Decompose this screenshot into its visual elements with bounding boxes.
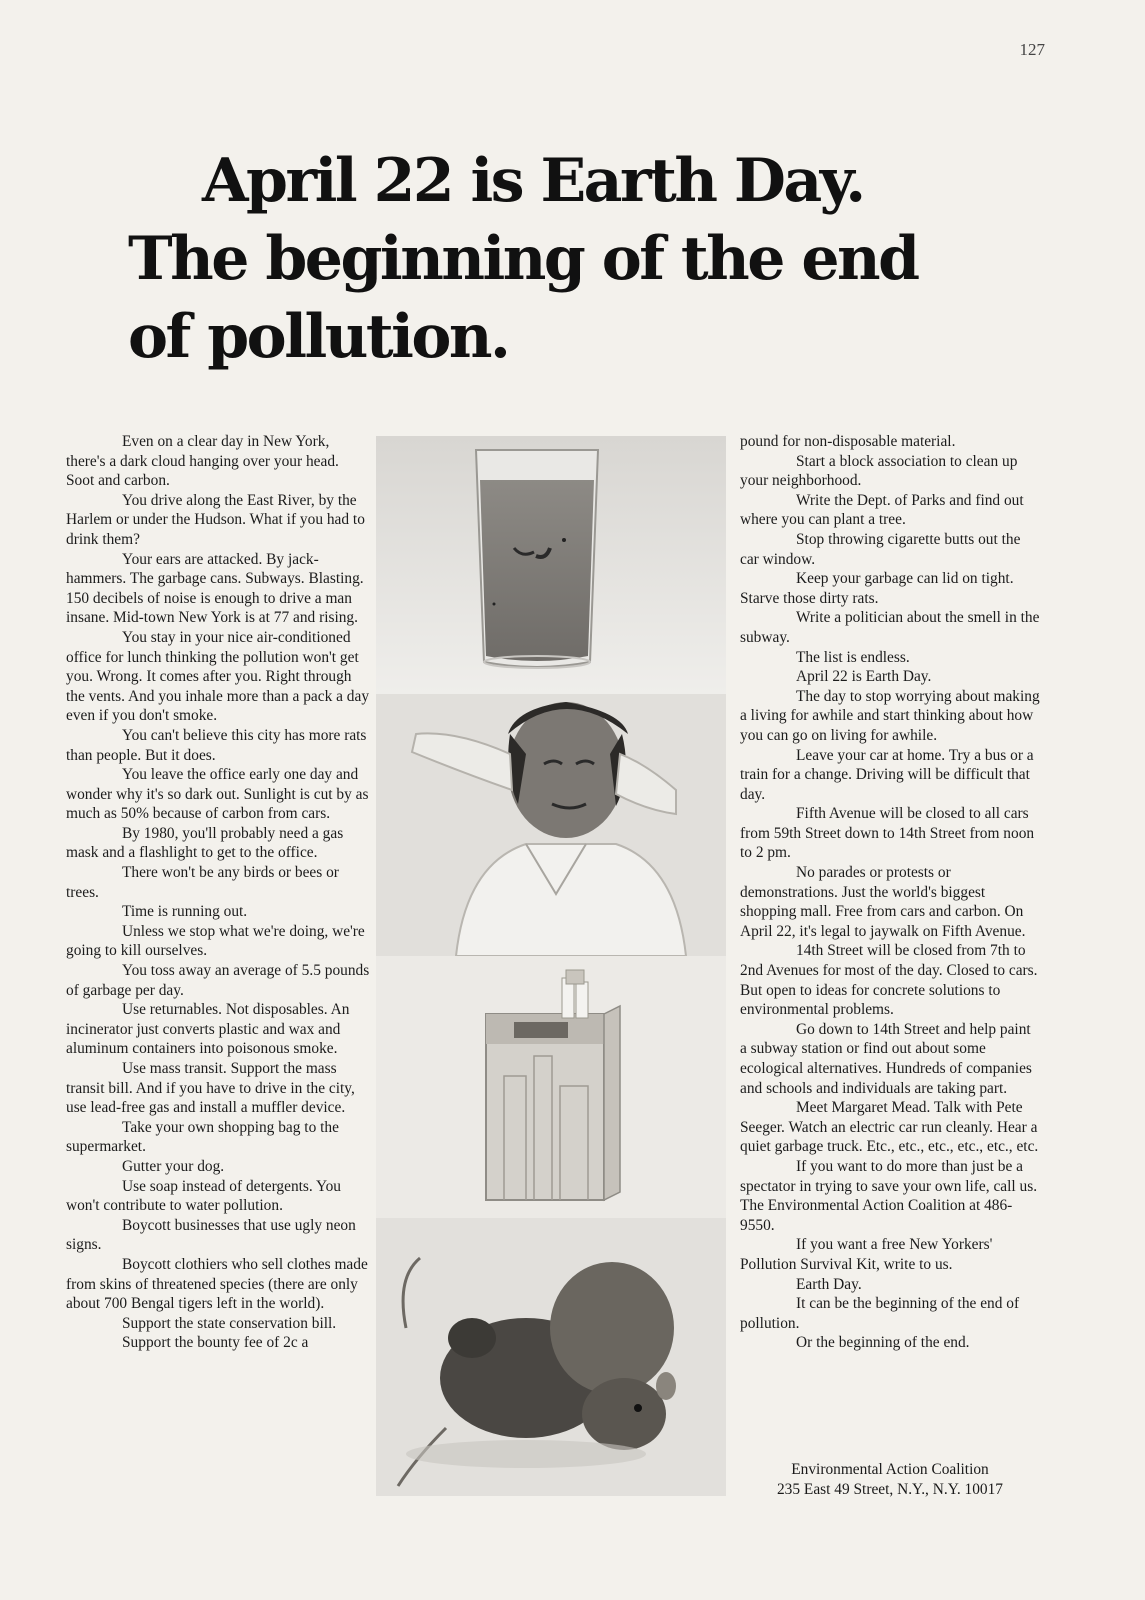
body-paragraph: Earth Day.	[796, 1275, 862, 1293]
rats-photo	[376, 1218, 726, 1496]
sponsor-address	[740, 1460, 1040, 1500]
street-address: 235 East 49 Street, N.Y., N.Y. 10017	[776, 1481, 1003, 1498]
body-paragraph: By 1980, you'll probably need a gas mask and a flashlight to get to the office.	[66, 824, 344, 862]
left-text-column	[66, 432, 370, 1353]
body-paragraph: Even on a clear day in New York, there's a dark cloud hanging over your head. Soot and carbon.	[66, 433, 339, 490]
body-paragraph: If you want a free New Yorkers' Pollution Survival Kit, write to us.	[740, 1236, 993, 1273]
body-paragraph: Fifth Avenue will be closed to all cars from 59th Street down to 14th Street from noon to 2 pm.	[740, 805, 1035, 862]
body-paragraph: Meet Margaret Mead. Talk with Pete Seeger. Watch an electric car run cleanly. Hear a quiet garbage truck. Etc., etc., etc., etc., etc., etc.	[740, 1099, 1039, 1156]
page-number: 127	[1019, 40, 1045, 59]
body-paragraph: If you want to do more than just be a spectator in trying to save your own life, call us. The Environmental Action Coalition at 486-9550.	[740, 1157, 1038, 1234]
body-paragraph: Stop throwing cigarette butts out the car window.	[740, 530, 1021, 568]
body-paragraph: Take your own shopping bag to the supermarket.	[66, 1118, 339, 1156]
body-paragraph: It can be the beginning of the end of pollution.	[740, 1295, 1020, 1332]
body-paragraph: There won't be any birds or bees or trees.	[66, 864, 339, 901]
body-paragraph: Write a politician about the smell in the subway.	[740, 609, 1040, 646]
body-paragraph: Gutter your dog.	[122, 1157, 225, 1175]
body-paragraph: No parades or protests or demonstrations. Just the world's biggest shopping mall. Free from cars and carbon. On April 22, it's legal to jaywalk on Fifth Avenue.	[740, 864, 1026, 940]
headline-line-2: The beginning of the end	[128, 224, 918, 294]
body-paragraph: Use mass transit. Support the mass transit bill. And if you have to drive in the city, use lead-free gas and install a muffler device.	[66, 1060, 355, 1117]
right-text-column	[740, 432, 1040, 1353]
man-covering-ears-photo	[376, 694, 726, 956]
body-paragraph: You stay in your nice air-conditioned office for lunch thinking the pollution won't get you. Wrong. It comes after you. Right through the vents. And you inhale more than a pack a day even if you don't smoke.	[66, 628, 370, 725]
body-paragraph: Support the bounty fee of 2c a	[122, 1334, 309, 1352]
body-paragraph: Go down to 14th Street and help paint a subway station or find out about some ecological alternatives. Hundreds of companies and schools and individuals are taking part.	[740, 1020, 1032, 1097]
body-paragraph: Unless we stop what we're doing, we're going to kill ourselves.	[66, 922, 365, 960]
body-paragraph: Boycott clothiers who sell clothes made from skins of threatened species (there are only about 700 Bengal tigers left in the world).	[66, 1255, 368, 1313]
body-paragraph: Time is running out.	[122, 903, 248, 921]
body-paragraph: The day to stop worrying about making a living for awhile and start thinking about how you can go on living for awhile.	[740, 687, 1040, 744]
dirty-water-glass-photo	[376, 436, 726, 694]
body-paragraph: Keep your garbage can lid on tight. Starve those dirty rats.	[740, 570, 1014, 607]
body-paragraph: You drive along the East River, by the Harlem or under the Hudson. What if you had to drink them?	[66, 491, 365, 548]
body-paragraph: Start a block association to clean up your neighborhood.	[740, 452, 1018, 490]
headline-line-3: of pollution.	[128, 302, 509, 372]
body-paragraph: Use soap instead of detergents. You won't contribute to water pollution.	[66, 1177, 342, 1215]
body-paragraph: Use returnables. Not disposables. An incinerator just converts plastic and wax and aluminum containers into poisonous smoke.	[66, 1001, 350, 1058]
organization-name: Environmental Action Coalition	[791, 1461, 989, 1478]
body-paragraph: Write the Dept. of Parks and find out where you can plant a tree.	[740, 491, 1024, 529]
body-paragraph: Support the state conservation bill.	[122, 1314, 337, 1332]
body-paragraph: The list is endless.	[796, 648, 910, 666]
body-paragraph: You toss away an average of 5.5 pounds of garbage per day.	[66, 962, 370, 999]
body-paragraph: April 22 is Earth Day.	[796, 668, 932, 686]
body-paragraph: You can't believe this city has more rats than people. But it does.	[66, 726, 367, 764]
body-paragraph: Boycott businesses that use ugly neon signs.	[66, 1216, 356, 1254]
body-paragraph: Leave your car at home. Try a bus or a train for a change. Driving will be difficult that day.	[740, 746, 1034, 803]
body-paragraph-continued: pound for non-disposable material.	[740, 433, 956, 450]
headline-line-1: April 22 is Earth Day.	[202, 146, 864, 216]
headline	[128, 142, 1028, 376]
body-paragraph: You leave the office early one day and wonder why it's so dark out. Sunlight is cut by as much as 50% because of carbon from cars.	[66, 766, 369, 823]
body-paragraph: 14th Street will be closed from 7th to 2nd Avenues for most of the day. Closed to cars. But open to ideas for concrete solutions to environmental problems.	[740, 942, 1038, 1019]
body-paragraph: Or the beginning of the end.	[796, 1334, 970, 1352]
body-paragraph: Your ears are attacked. By jack-hammers. The garbage cans. Subways. Blasting. 150 decibels of noise is enough to drive a man insane. Mid-town New York is at 77 and rising.	[66, 550, 364, 627]
cigarette-pack-photo	[376, 956, 726, 1218]
photo-strip	[376, 436, 726, 1496]
